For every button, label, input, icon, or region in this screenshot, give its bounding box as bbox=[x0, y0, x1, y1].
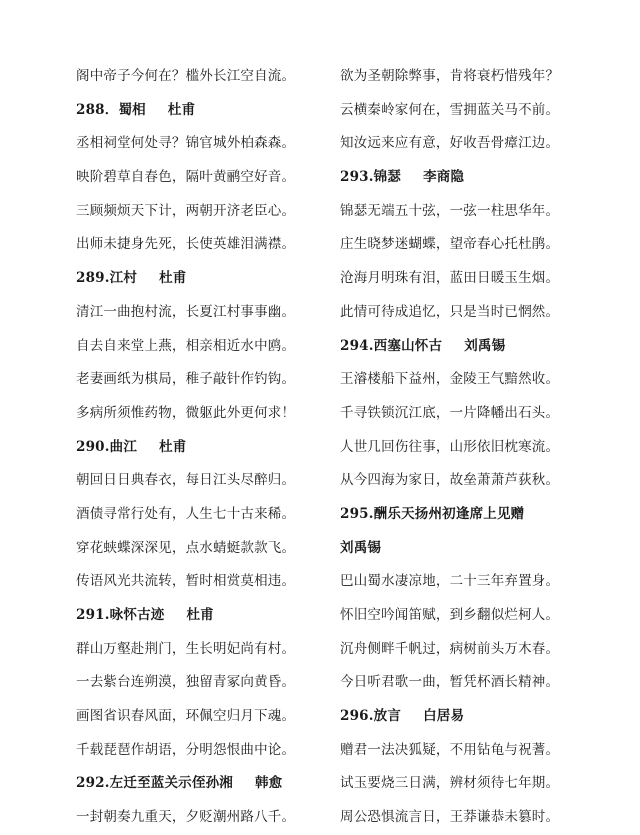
poem-author: 杜甫 bbox=[159, 270, 187, 287]
poem-line: 映阶碧草自春色，隔叶黄鹂空好音。 bbox=[76, 169, 296, 186]
poem-line: 云横秦岭家何在，雪拥蓝关马不前。 bbox=[340, 101, 560, 118]
poem-author: 杜甫 bbox=[167, 101, 196, 118]
poem-author: 刘禹锡 bbox=[464, 337, 506, 354]
poem-line: 王濬楼船下益州，金陵王气黯然收。 bbox=[340, 371, 560, 388]
poem-line: 周公恐惧流言日，王莽谦恭未篡时。 bbox=[340, 809, 560, 826]
poem-line: 欲为圣朝除弊事，肯将衰朽惜残年？ bbox=[340, 68, 560, 84]
poem-line: 一去紫台连朔漠，独留青冢向黄昏。 bbox=[76, 674, 296, 691]
poem-heading bbox=[76, 262, 346, 296]
poem-title: 294.西塞山怀古 bbox=[340, 337, 443, 354]
poem-title: 295.酬乐天扬州初逢席上见赠 bbox=[340, 505, 525, 522]
poem-heading bbox=[340, 161, 610, 195]
poem-heading bbox=[76, 599, 346, 633]
poem-heading bbox=[76, 767, 346, 801]
poem-heading bbox=[340, 498, 610, 532]
poem-line: 锦瑟无端五十弦，一弦一柱思华年。 bbox=[340, 202, 560, 219]
poem-line: 千载琵琶作胡语，分明怨恨曲中论。 bbox=[76, 741, 296, 758]
poem-line: 沉舟侧畔千帆过，病树前头万木春。 bbox=[340, 640, 560, 657]
poem-line: 知汝远来应有意，好收吾骨瘴江边。 bbox=[340, 135, 560, 152]
poem-line: 三顾频烦天下计，两朝开济老臣心。 bbox=[76, 202, 296, 219]
poem-line: 此情可待成追忆，只是当时已惘然。 bbox=[340, 303, 560, 320]
poem-title: 288．蜀相 bbox=[76, 101, 146, 118]
poem-line: 怀旧空吟闻笛赋，到乡翻似烂柯人。 bbox=[340, 607, 560, 623]
poem-line: 人世几回伤往事，山形依旧枕寒流。 bbox=[340, 438, 560, 455]
poem-line: 阁中帝子今何在？槛外长江空自流。 bbox=[76, 68, 296, 84]
poem-line: 庄生晓梦迷蝴蝶，望帝春心托杜鹃。 bbox=[340, 236, 560, 253]
poem-line: 巴山蜀水凄凉地，二十三年弃置身。 bbox=[340, 573, 560, 590]
poem-line: 丞相祠堂何处寻？锦官城外柏森森。 bbox=[76, 135, 296, 152]
poem-title: 291.咏怀古迹 bbox=[76, 607, 165, 623]
poem-author: 白居易 bbox=[423, 708, 465, 725]
poem-heading bbox=[340, 532, 610, 566]
poem-title: 290.曲江 bbox=[76, 438, 138, 455]
poem-line: 一封朝奏九重天，夕贬潮州路八千。 bbox=[76, 809, 296, 826]
poem-line: 老妻画纸为棋局，稚子敲针作钓钩。 bbox=[76, 371, 296, 388]
poem-line: 酒债寻常行处有，人生七十古来稀。 bbox=[76, 505, 296, 522]
poem-heading bbox=[340, 700, 610, 734]
poem-line: 自去自来堂上燕，相亲相近水中鸥。 bbox=[76, 337, 296, 354]
poem-line: 沧海月明珠有泪，蓝田日暖玉生烟。 bbox=[340, 270, 560, 287]
poem-title: 刘禹锡 bbox=[340, 539, 382, 556]
poem-line: 赠君一法决狐疑，不用钻龟与祝蓍。 bbox=[340, 741, 560, 758]
poem-title: 296.放言 bbox=[340, 708, 402, 725]
poem-line: 今日听君歌一曲，暂凭杯酒长精神。 bbox=[340, 674, 560, 691]
poem-line: 群山万壑赴荆门，生长明妃尚有村。 bbox=[76, 640, 296, 657]
poem-author: 杜甫 bbox=[186, 607, 214, 623]
poem-title: 293.锦瑟 bbox=[340, 169, 402, 186]
right-column bbox=[340, 60, 610, 835]
poem-line: 画图省识春风面，环佩空归月下魂。 bbox=[76, 708, 296, 725]
poem-line: 穿花蛱蝶深深见，点水蜻蜓款款飞。 bbox=[76, 539, 296, 556]
poem-author: 杜甫 bbox=[159, 438, 187, 455]
poem-line: 多病所须惟药物，微躯此外更何求！ bbox=[76, 404, 296, 421]
left-column bbox=[76, 60, 346, 835]
poem-line: 传语风光共流转，暂时相赏莫相违。 bbox=[76, 573, 296, 590]
poem-title: 292.左迁至蓝关示侄孙湘 bbox=[76, 775, 233, 792]
poem-line: 朝回日日典春衣，每日江头尽醉归。 bbox=[76, 472, 296, 489]
poem-author: 韩愈 bbox=[254, 775, 283, 792]
poem-line: 出师未捷身先死，长使英雄泪满襟。 bbox=[76, 236, 296, 253]
poem-heading bbox=[76, 94, 346, 128]
poem-author: 李商隐 bbox=[423, 169, 465, 186]
poem-line: 千寻铁锁沉江底，一片降幡出石头。 bbox=[340, 404, 560, 421]
poem-line: 试玉要烧三日满，辨材须待七年期。 bbox=[340, 775, 560, 792]
poem-line: 清江一曲抱村流，长夏江村事事幽。 bbox=[76, 303, 296, 320]
poem-line: 从今四海为家日，故垒萧萧芦荻秋。 bbox=[340, 472, 560, 489]
poem-heading bbox=[76, 431, 346, 465]
poem-heading bbox=[340, 330, 610, 364]
poem-title: 289.江村 bbox=[76, 270, 138, 287]
